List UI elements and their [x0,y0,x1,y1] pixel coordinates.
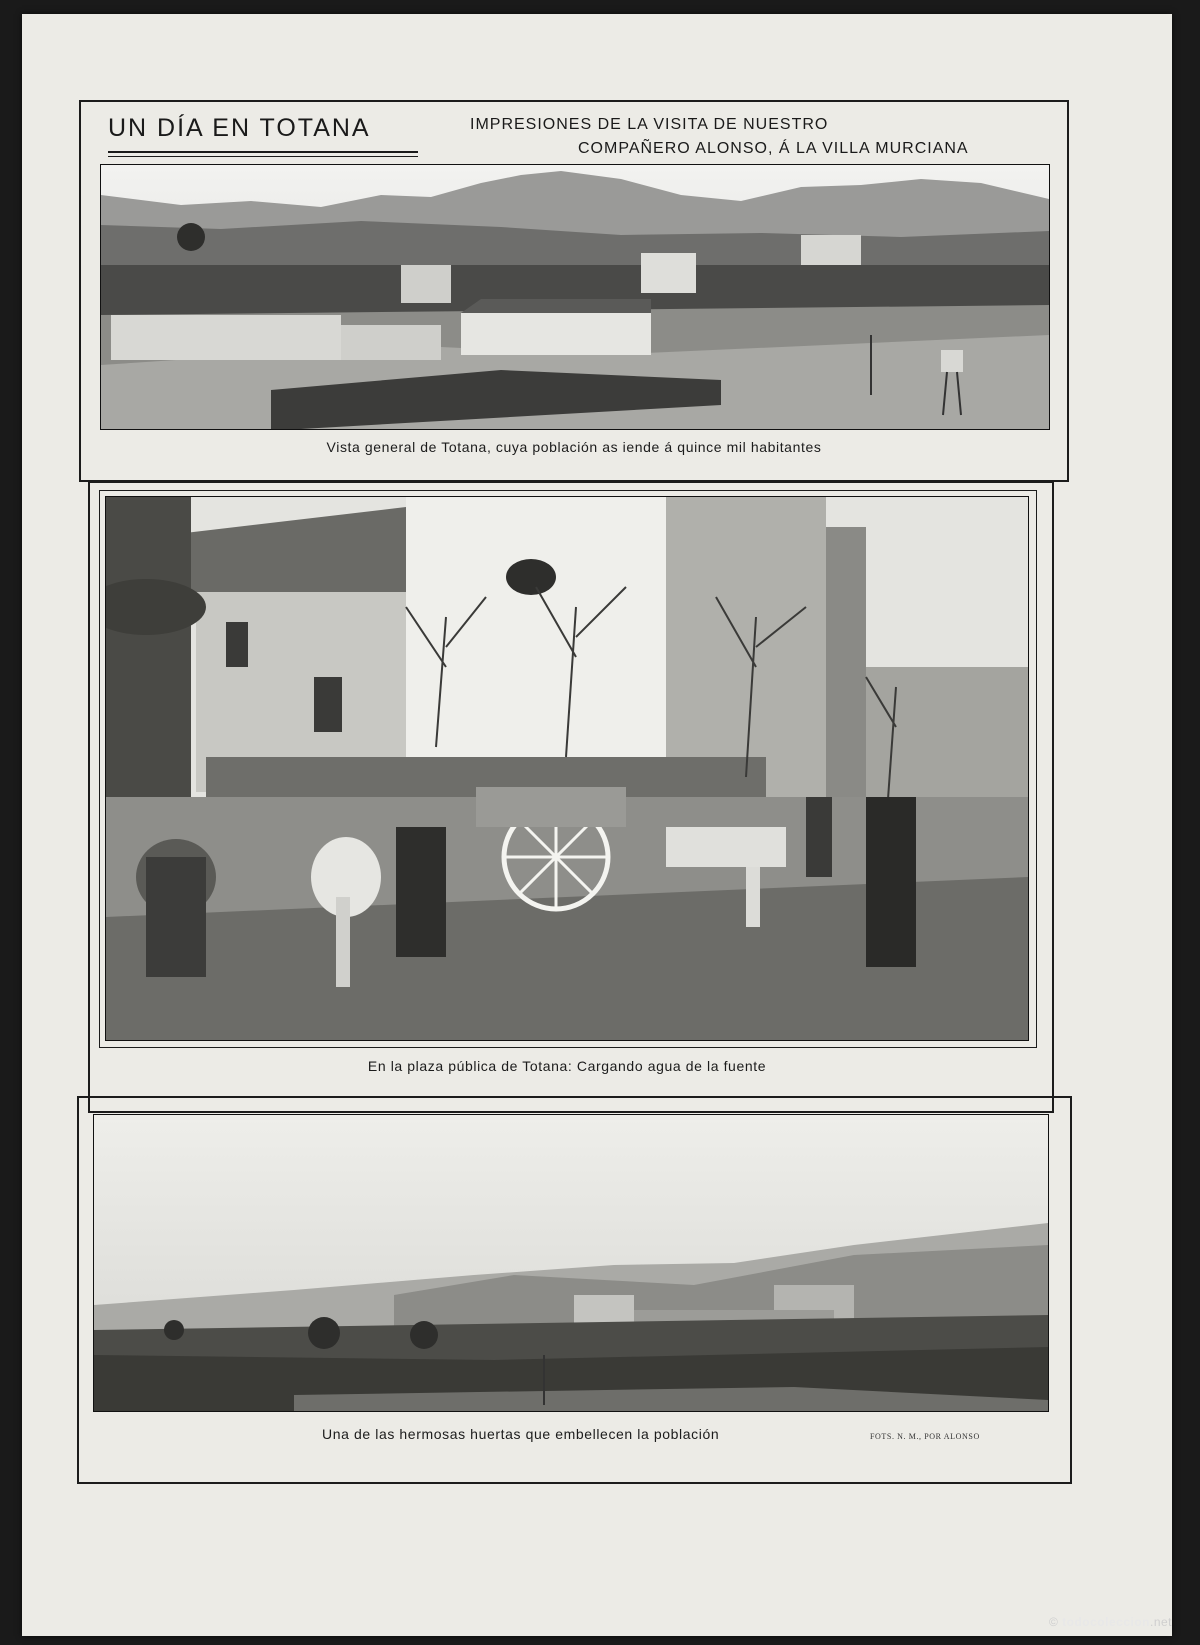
photo-credit: FOTS. N. M., POR ALONSO [870,1432,980,1441]
photo-orchards [93,1114,1049,1412]
photo-general-view [100,164,1050,430]
photo-general-view-caption: Vista general de Totana, cuya población as iende á quince mil habitantes [326,439,822,455]
photo-public-square-caption: En la plaza pública de Totana: Cargando agua de la fuente [367,1058,767,1074]
article-subtitle-line2: COMPAÑERO ALONSO, Á LA VILLA MURCIANA [578,140,969,157]
article-title: UN DÍA EN TOTANA [108,114,371,142]
watermark-brand: todocoleccion [1062,1615,1150,1629]
watermark [1049,1615,1172,1629]
newspaper-page [22,14,1172,1636]
watermark-prefix: © [1048,1615,1063,1629]
article-subtitle-line1: IMPRESIONES DE LA VISITA DE NUESTRO [470,116,829,133]
title-underline-second [108,156,418,157]
photo-orchards-caption: Una de las hermosas huertas que embellecen la población [322,1426,720,1442]
watermark-suffix: .net [1149,1615,1172,1629]
photo-public-square [105,496,1029,1041]
title-underline [108,151,418,153]
